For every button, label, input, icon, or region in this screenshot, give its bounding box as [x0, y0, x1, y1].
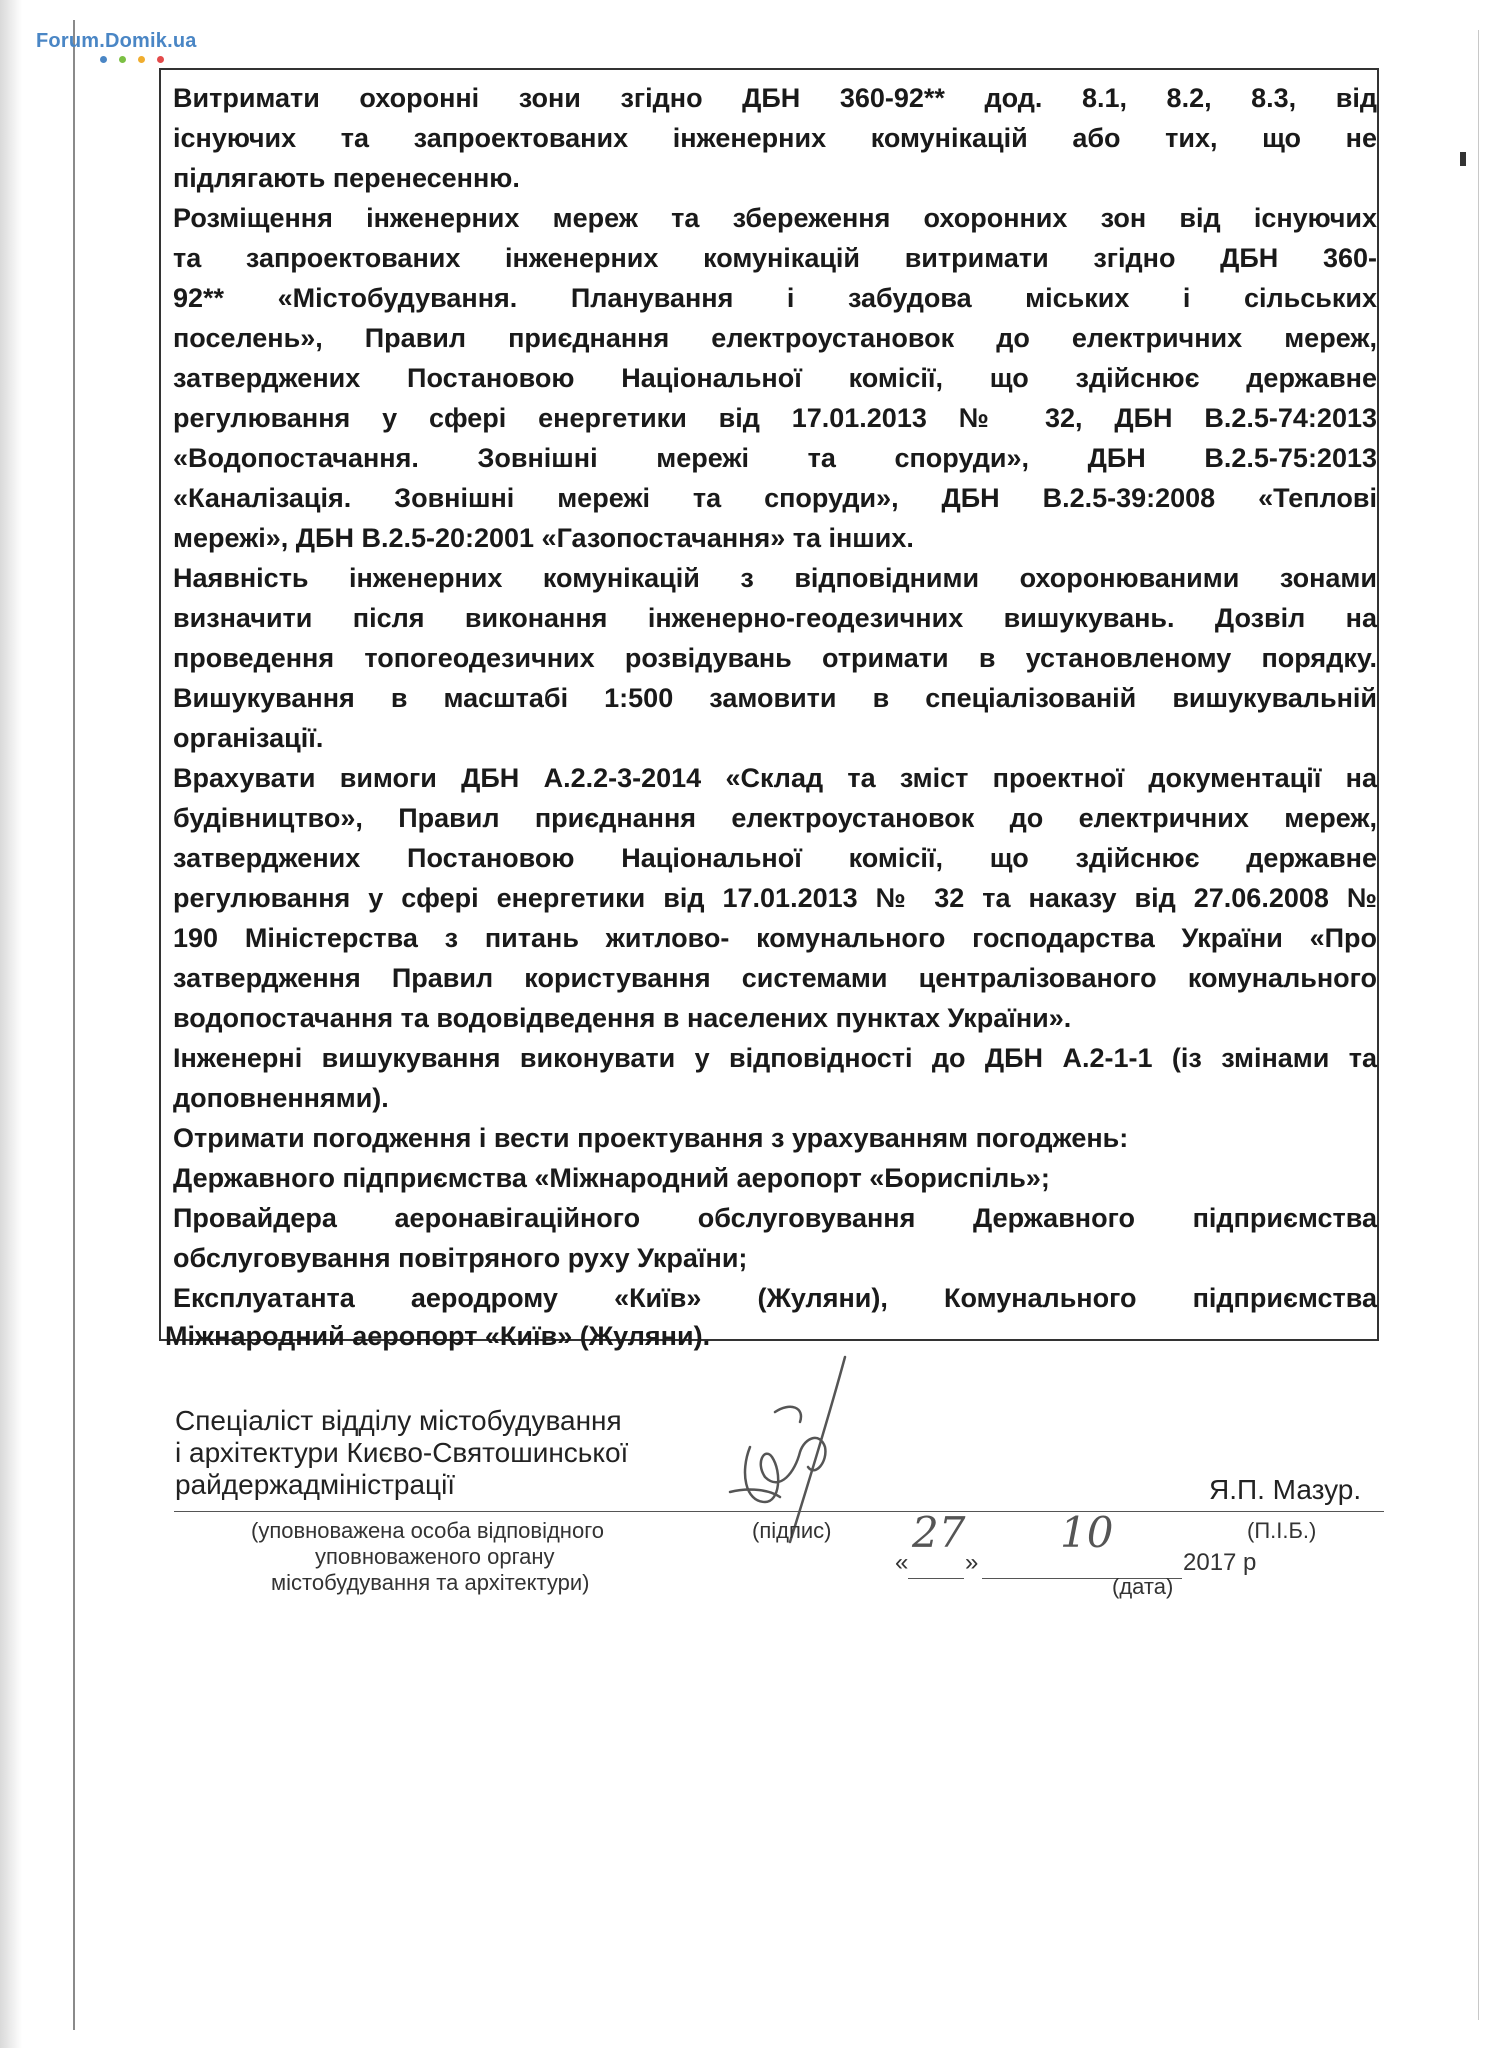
- caption-urban-planning: містобудування та архітектури): [271, 1570, 590, 1595]
- signatory-title-line: Спеціаліст відділу містобудування: [175, 1405, 622, 1436]
- caption-signature: (підпис): [752, 1518, 832, 1543]
- text-line: Вишукування в масштабі 1:500 замовити в спеціалізованій вишукувальній: [173, 683, 1377, 713]
- text-line: 190 Міністерства з питань житлово- комунального господарства України «Про: [173, 923, 1377, 953]
- text-line: будівництво», Правил приєднання електроустановок до електричних мереж,: [173, 803, 1377, 833]
- text-line: Врахувати вимоги ДБН А.2.2-3-2014 «Склад та зміст проектної документації на: [173, 763, 1377, 793]
- text-line: затверджених Постановою Національної комісії, що здійснює державне: [173, 363, 1377, 393]
- text-line: проведення топогеодезичних розвідувань отримати в установленому порядку.: [173, 643, 1377, 673]
- text-line: та запроектованих інженерних комунікацій витримати згідно ДБН 360-: [173, 243, 1377, 273]
- text-line: затверджених Постановою Національної комісії, що здійснює державне: [173, 843, 1377, 873]
- date-day: 27: [912, 1508, 966, 1557]
- date-close-quote: »: [965, 1549, 979, 1576]
- scan-mark: [1460, 152, 1466, 166]
- text-line: Експлуатанта аеродрому «Київ» (Жуляни), Комунального підприємства: [173, 1283, 1377, 1313]
- watermark-dot: [119, 56, 126, 63]
- signatory-title: [175, 1405, 628, 1501]
- text-line: Розміщення інженерних мереж та збереження охоронних зон від існуючих: [173, 203, 1377, 233]
- watermark-dots: [100, 56, 164, 63]
- text-line: визначити після виконання інженерно-геодезичних вишукувань. Дозвіл на: [173, 603, 1377, 633]
- date-open-quote: «: [895, 1549, 909, 1576]
- caption-date: (дата): [1112, 1574, 1174, 1599]
- text-line: Отримати погодження і вести проектування з урахуванням погоджень:: [173, 1123, 1129, 1153]
- caption-authorized-body: уповноваженого органу: [315, 1544, 555, 1569]
- text-line: поселень», Правил приєднання електроустановок до електричних мереж,: [173, 323, 1377, 353]
- text-line: 92** «Містобудування. Планування і забудова міських і сільських: [173, 283, 1377, 313]
- signatory-title-line: райдержадміністрації: [175, 1469, 456, 1500]
- text-line: регулювання у сфері енергетики від 17.01.2013 № 32, ДБН В.2.5-74:2013: [173, 403, 1377, 433]
- text-line: затвердження Правил користування системами централізованого комунального: [173, 963, 1377, 993]
- signatory-title-line: і архітектури Києво-Святошинської: [175, 1437, 629, 1468]
- date-month: 10: [1060, 1508, 1114, 1557]
- text-line: мережі», ДБН В.2.5-20:2001 «Газопостачання» та інших.: [173, 523, 914, 553]
- text-line: обслуговування повітряного руху України;: [173, 1243, 748, 1273]
- text-line: організації.: [173, 723, 324, 753]
- watermark-dot: [157, 56, 164, 63]
- text-line: доповненнями).: [173, 1083, 389, 1113]
- page-edge-left: [73, 20, 75, 2030]
- binding-edge-shadow: [0, 0, 22, 2048]
- text-line: водопостачання та водовідведення в населених пунктах України».: [173, 1003, 1072, 1033]
- page-edge-right: [1478, 30, 1479, 2020]
- date-day-underline: [908, 1578, 964, 1579]
- text-line: Наявність інженерних комунікацій з відповідними охоронюваними зонами: [173, 563, 1377, 593]
- caption-authorized-person: (уповноважена особа відповідного: [251, 1518, 604, 1543]
- text-line: існуючих та запроектованих інженерних комунікацій або тих, що не: [173, 123, 1377, 153]
- text-line: «Каналізація. Зовнішні мережі та споруди», ДБН В.2.5-39:2008 «Теплові: [173, 483, 1377, 513]
- signature-line: [174, 1511, 1384, 1512]
- text-line: регулювання у сфері енергетики від 17.01.2013 № 32 та наказу від 27.06.2008 №: [173, 883, 1377, 913]
- caption-full-name: (П.І.Б.): [1247, 1518, 1317, 1543]
- watermark-dot: [100, 56, 107, 63]
- text-line: Міжнародний аеропорт «Київ» (Жуляни).: [165, 1321, 711, 1351]
- text-line: Інженерні вишукування виконувати у відповідності до ДБН А.2-1-1 (із змінами та: [173, 1043, 1377, 1073]
- text-line: Витримати охоронні зони згідно ДБН 360-92** дод. 8.1, 8.2, 8.3, від: [173, 83, 1377, 113]
- text-line: підлягають перенесенню.: [173, 163, 520, 193]
- text-line: Державного підприємства «Міжнародний аеропорт «Бориспіль»;: [173, 1163, 1050, 1193]
- text-line: Провайдера аеронавігаційного обслуговування Державного підприємства: [173, 1203, 1377, 1233]
- signatory-name: Я.П. Мазур.: [1209, 1474, 1362, 1505]
- requirements-box: [159, 68, 1379, 1351]
- date-year: 2017 р: [1183, 1549, 1257, 1576]
- watermark-dot: [138, 56, 145, 63]
- watermark-logo: Forum.Domik.ua: [36, 30, 197, 52]
- text-line: «Водопостачання. Зовнішні мережі та споруди», ДБН В.2.5-75:2013: [173, 443, 1377, 473]
